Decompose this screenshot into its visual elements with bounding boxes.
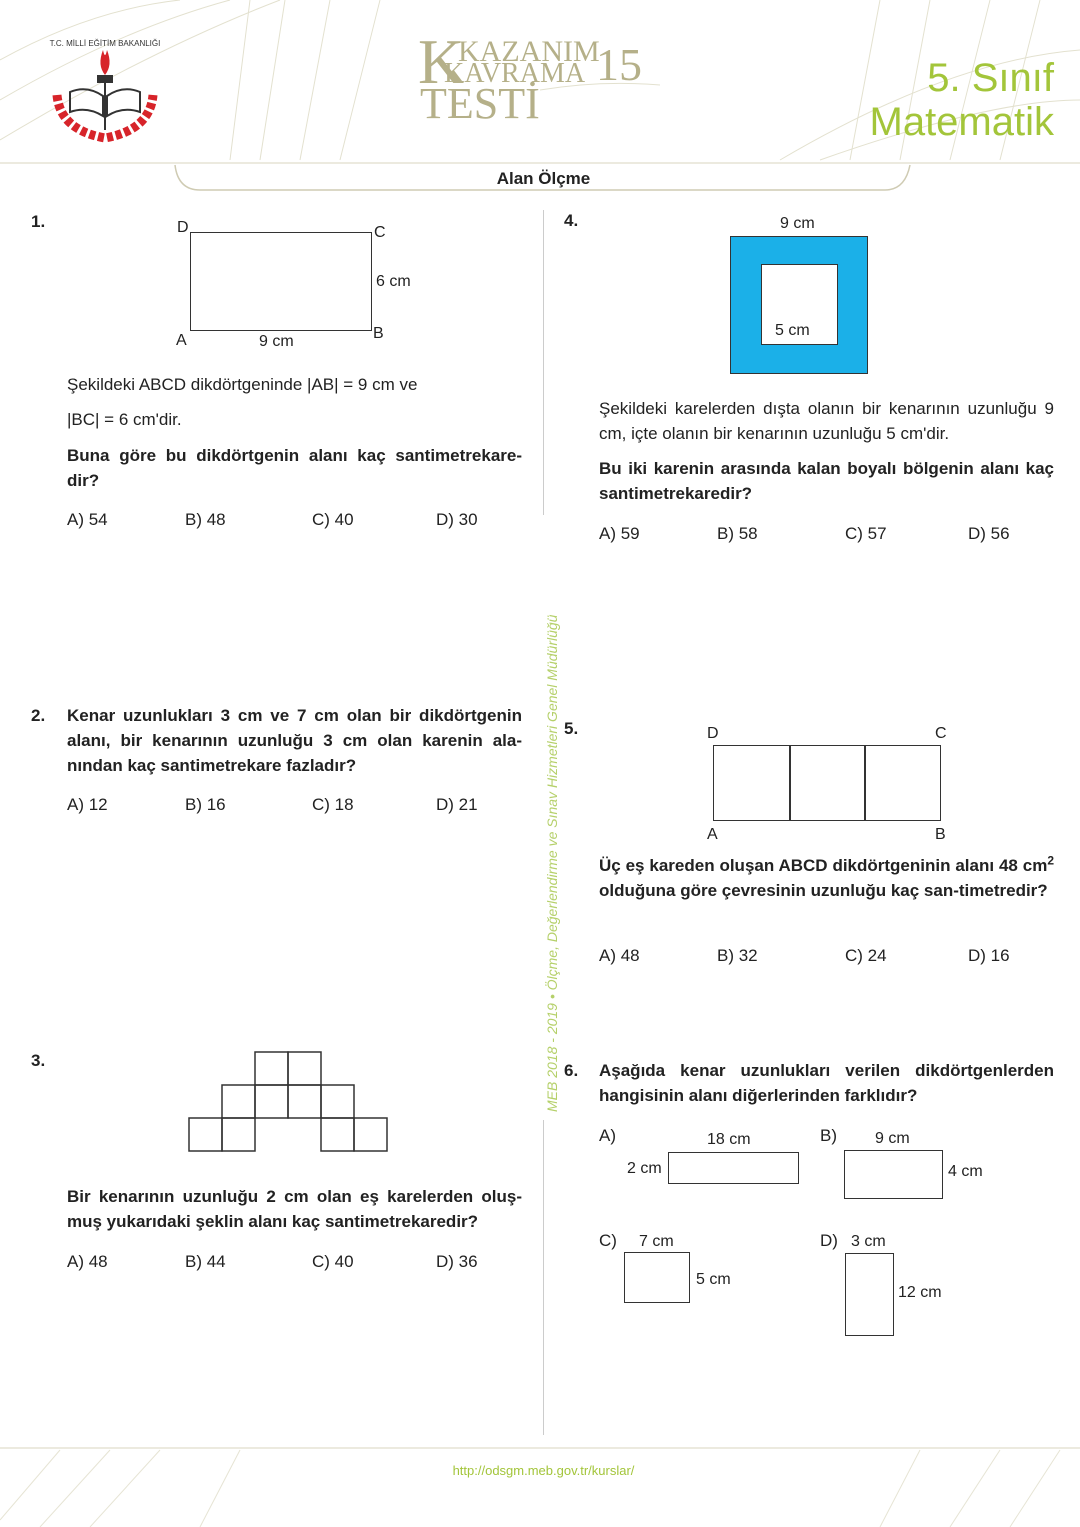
question-text: Şekildeki ABCD dikdörtgeninde |AB| = 9 cm ve bbox=[67, 375, 418, 394]
option-b[interactable]: B) 44 bbox=[185, 1252, 226, 1271]
label-c: C bbox=[374, 224, 386, 241]
choice-c-letter[interactable]: C) bbox=[599, 1231, 617, 1250]
choice-a-width: 18 cm bbox=[707, 1131, 751, 1148]
question-number: 2. bbox=[31, 706, 46, 725]
label-b: B bbox=[935, 826, 946, 843]
rectangle-abcd bbox=[190, 232, 372, 331]
option-c[interactable]: C) 40 bbox=[312, 1252, 354, 1271]
option-b[interactable]: B) 48 bbox=[185, 510, 226, 529]
worksheet-page: T.C. MİLLİ EĞİTİM BAKANLIĞI K KAZANIM KAVRAMA TESTİ 15 5. Sınıf Matematik Alan Ölçme MEB 2018 - 2019 • Ölçme, Değerlendirme ve Sınav Hizmetleri Genel Müdürlüğü 1. D C 6 cm A 9 cm B Şekildeki ABCD dikdörtgeninde |AB| = 9 cm ve |BC| = 6 cm'dir. Buna göre bu dikdörtgenin alanı kaç santimetrekare-dir? A) 54 B) 48 C) 40 D) 30 2. Kenar uzunlukları 3 cm ve 7 cm olan bir dikdörtgenin alanı, bir kenarının uzunluğu 3 cm olan karenin ala-nından kaç santimetrekare fazladır? A) 12 B) 16 C) 18 D) 21 3. Bir kenarının uzunluğu 2 cm olan eş karelerden oluş-muş yukarıdaki şeklin alanı kaç santimetrekaredir? A) 48 B) 44 C) 40 D) 36 4. 9 cm 5 cm Şekildeki karelerden dışta olanın bir kenarının uzunluğu 9 cm, içte olanın bir kenarının uzunluğu 5 cm'dir. Bu iki karenin arasında kalan boyalı bölgenin alanı kaç santimetrekaredir? A) 59 B) 58 C) 57 D) 56 5. D C A B Üç eş kareden oluşan ABCD dikdörtgeninin alanı 48 $cm^2$ olduğuna göre çevresinin uzunluğu kaç san-timetredir? A) 48 B) 32 C) 24 D) 16 6. Aşağıda kenar uzunlukları verilen dikdörtgenlerden hangisinin alanı diğerlerinden farklıdır? A) 18 cm 2 cm B) 9 cm 4 cm C) 7 cm 5 cm D) 3 cm 12 cm http://odsgm.meb.gov.tr/kurslar/ bbox=[0, 0, 1080, 1527]
choice-d-width: 3 cm bbox=[851, 1233, 886, 1250]
choice-d-rectangle bbox=[845, 1253, 894, 1336]
question-prompt: Kenar uzunlukları 3 cm ve 7 cm olan bir dikdörtgenin alanı, bir kenarının uzunluğu 3 cm olan karenin ala-nından kaç santimetrekare fazladır? bbox=[67, 706, 522, 775]
option-c[interactable]: C) 24 bbox=[845, 946, 887, 965]
choice-b-height: 4 cm bbox=[948, 1163, 983, 1180]
footer-background bbox=[0, 1440, 1080, 1527]
square-divider bbox=[864, 745, 866, 821]
label-d: D bbox=[707, 725, 719, 742]
choice-d-letter[interactable]: D) bbox=[820, 1231, 838, 1250]
square-divider bbox=[789, 745, 791, 821]
question-number: 6. bbox=[564, 1061, 579, 1080]
rectangle-three-squares bbox=[713, 745, 941, 821]
grade-subject bbox=[870, 56, 1055, 144]
option-b[interactable]: B) 16 bbox=[185, 795, 226, 814]
option-d[interactable]: D) 56 bbox=[968, 524, 1010, 543]
choice-a-letter[interactable]: A) bbox=[599, 1126, 616, 1145]
column-divider bbox=[543, 1120, 544, 1435]
option-a[interactable]: A) 48 bbox=[599, 946, 640, 965]
question-text: |BC| = 6 cm'dir. bbox=[67, 410, 182, 429]
ministry-logo bbox=[45, 30, 165, 145]
choice-b-letter[interactable]: B) bbox=[820, 1126, 837, 1145]
grade: 5. Sınıf bbox=[927, 56, 1054, 100]
option-d[interactable]: D) 36 bbox=[436, 1252, 478, 1271]
option-a[interactable]: A) 12 bbox=[67, 795, 108, 814]
footer-url[interactable]: http://odsgm.meb.gov.tr/kurslar/ bbox=[452, 1463, 635, 1478]
squares-figure bbox=[188, 1051, 390, 1153]
question-number: 1. bbox=[31, 212, 46, 231]
choice-c-rectangle bbox=[624, 1252, 690, 1303]
question-prompt: Buna göre bu dikdörtgenin alanı kaç santimetrekare-dir? bbox=[67, 446, 522, 490]
choice-b-width: 9 cm bbox=[875, 1130, 910, 1147]
question-prompt: Aşağıda kenar uzunlukları verilen dikdörtgenlerden hangisinin alanı diğerlerinden farklıdır? bbox=[599, 1061, 1054, 1105]
label-inner: 5 cm bbox=[775, 322, 810, 339]
label-ab: 9 cm bbox=[259, 333, 294, 350]
svg-text:T.C. MİLLİ EĞİTİM BAKANLIĞI: T.C. MİLLİ EĞİTİM BAKANLIĞI bbox=[49, 39, 161, 48]
test-number: 15 bbox=[596, 39, 642, 90]
topic-title: Alan Ölçme bbox=[496, 169, 591, 188]
option-d[interactable]: D) 16 bbox=[968, 946, 1010, 965]
option-c[interactable]: C) 18 bbox=[312, 795, 354, 814]
option-b[interactable]: B) 58 bbox=[717, 524, 758, 543]
question-number: 3. bbox=[31, 1051, 46, 1070]
option-a[interactable]: A) 48 bbox=[67, 1252, 108, 1271]
question-text: Şekildeki karelerden dışta olanın bir kenarının uzunluğu 9 cm, içte olanın bir kenarının uzunluğu 5 cm'dir. bbox=[599, 399, 1054, 443]
label-bc: 6 cm bbox=[376, 273, 411, 290]
question-prompt: Bir kenarının uzunluğu 2 cm olan eş karelerden oluş-muş yukarıdaki şeklin alanı kaç santimetrekaredir? bbox=[67, 1187, 522, 1231]
question-number: 4. bbox=[564, 211, 579, 230]
option-a[interactable]: A) 54 bbox=[67, 510, 108, 529]
label-d: D bbox=[177, 219, 189, 236]
choice-a-rectangle bbox=[668, 1152, 799, 1184]
choice-c-width: 7 cm bbox=[639, 1233, 674, 1250]
question-number: 5. bbox=[564, 719, 579, 738]
option-d[interactable]: D) 30 bbox=[436, 510, 478, 529]
option-a[interactable]: A) 59 bbox=[599, 524, 640, 543]
subject: Matematik bbox=[869, 100, 1054, 144]
column-divider bbox=[543, 210, 544, 515]
choice-d-height: 12 cm bbox=[898, 1284, 942, 1301]
label-b: B bbox=[373, 325, 384, 342]
label-a: A bbox=[707, 826, 718, 843]
option-b[interactable]: B) 32 bbox=[717, 946, 758, 965]
choice-b-rectangle bbox=[844, 1150, 943, 1199]
choice-a-height: 2 cm bbox=[627, 1160, 662, 1177]
question-prompt: Bu iki karenin arasında kalan boyalı bölgenin alanı kaç santimetrekaredir? bbox=[599, 459, 1054, 503]
option-c[interactable]: C) 57 bbox=[845, 524, 887, 543]
choice-c-height: 5 cm bbox=[696, 1271, 731, 1288]
label-a: A bbox=[176, 332, 187, 349]
option-c[interactable]: C) 40 bbox=[312, 510, 354, 529]
label-c: C bbox=[935, 725, 947, 742]
question-prompt: Üç eş kareden oluşan ABCD dikdörtgeninin alanı 48 $cm^2$ olduğuna göre çevresinin uzunluğu kaç san-timetredir? bbox=[599, 853, 1054, 900]
label-outer: 9 cm bbox=[780, 215, 815, 232]
sidebar-text: MEB 2018 - 2019 • Ölçme, Değerlendirme ve Sınav Hizmetleri Genel Müdürlüğü bbox=[544, 614, 560, 1112]
option-d[interactable]: D) 21 bbox=[436, 795, 478, 814]
